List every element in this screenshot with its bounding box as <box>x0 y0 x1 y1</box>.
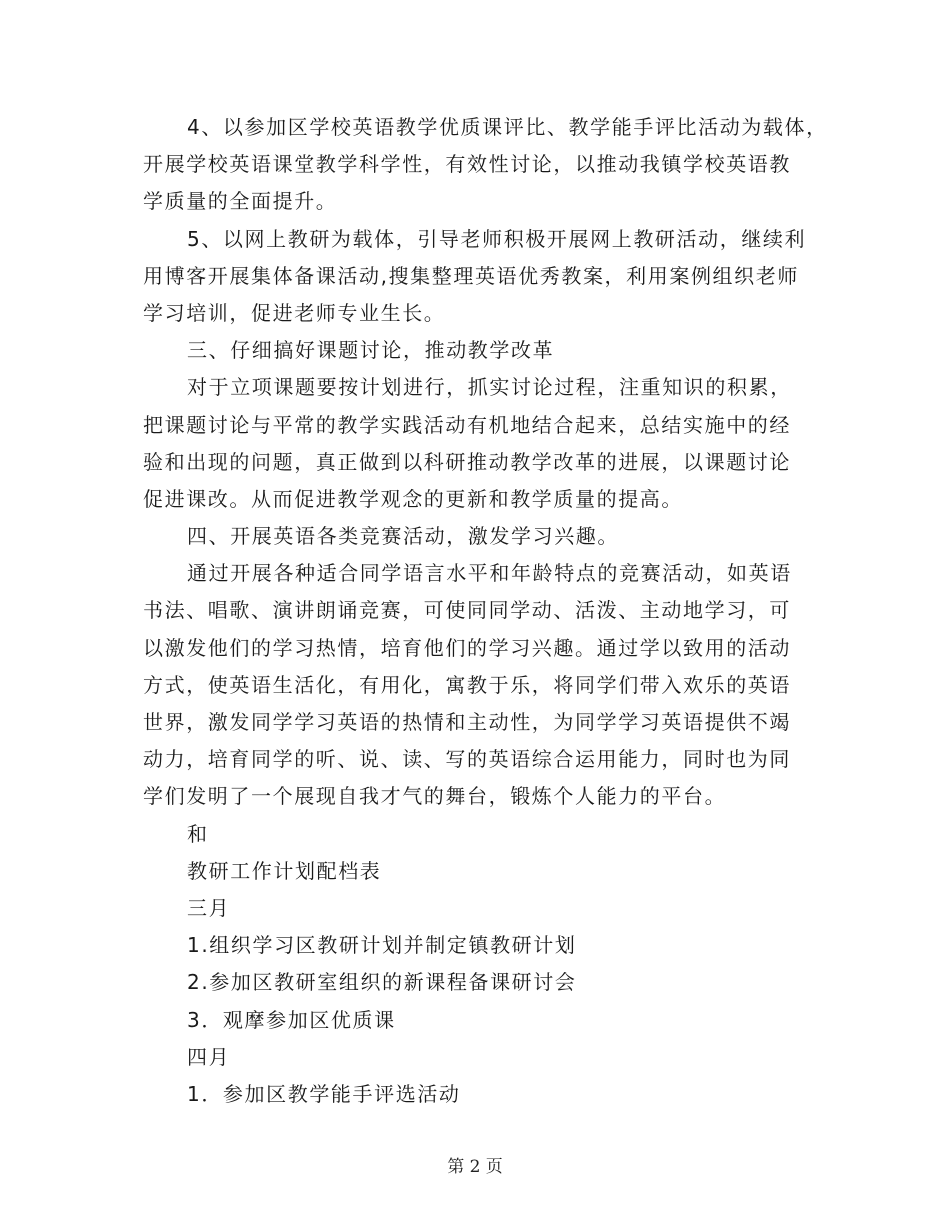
text-line: 验和出现的问题，真正做到以科研推动教学改革的进展，以课题讨论 <box>143 449 791 474</box>
text-line: 四月 <box>187 1044 231 1069</box>
text-line: 学们发明了一个展现自我才气的舞台，锻炼个人能力的平台。 <box>143 784 727 809</box>
text-line: 对于立项课题要按计划进行，抓实讨论过程，注重知识的积累， <box>187 375 792 400</box>
text-line: 和 <box>187 821 209 846</box>
text-line: 5、以网上教研为载体，引导老师积极开展网上教研活动，继续利 <box>187 226 807 251</box>
text-line: 三月 <box>187 895 231 920</box>
text-line: 方式，使英语生活化，有用化，寓教于乐，将同学们带入欢乐的英语 <box>143 672 791 697</box>
page-number: 第 2 页 <box>447 1157 503 1177</box>
text-line: 教研工作计划配档表 <box>187 858 382 883</box>
text-line: 用博客开展集体备课活动,搜集整理英语优秀教案，利用案例组织老师 <box>143 263 799 288</box>
text-line: 世界，激发同学学习英语的热情和主动性，为同学学习英语提供不竭 <box>143 710 791 734</box>
text-line: 1．参加区教学能手评选活动 <box>187 1081 461 1106</box>
text-line: 促进课改。从而促进教学观念的更新和教学质量的提高。 <box>143 486 683 511</box>
text-line: 3．观摩参加区优质课 <box>187 1007 396 1032</box>
text-line: 三、仔细搞好课题讨论，推动教学改革 <box>187 338 555 363</box>
text-line: 2.参加区教研室组织的新课程备课研讨会 <box>187 970 577 995</box>
text-line: 四、开展英语各类竞赛活动，激发学习兴趣。 <box>187 524 619 549</box>
text-line: 动力，培育同学的听、说、读、写的英语综合运用能力，同时也为同 <box>143 747 791 772</box>
text-line: 学习培训，促进老师专业生长。 <box>143 300 446 325</box>
text-line: 把课题讨论与平常的教学实践活动有机地结合起来，总结实施中的经 <box>143 412 791 437</box>
text-line: 1.组织学习区教研计划并制定镇教研计划 <box>187 933 577 958</box>
text-line: 学质量的全面提升。 <box>143 189 338 214</box>
text-line: 通过开展各种适合同学语言水平和年龄特点的竞赛活动，如英语 <box>187 561 792 586</box>
text-line: 开展学校英语课堂教学科学性，有效性讨论，以推动我镇学校英语教 <box>143 152 791 177</box>
document-body <box>143 109 828 1113</box>
text-line: 以激发他们的学习热情，培育他们的学习兴趣。通过学以致用的活动 <box>143 635 791 660</box>
text-line: 4、以参加区学校英语教学优质课评比、教学能手评比活动为载体， <box>187 115 828 139</box>
text-line: 书法、唱歌、演讲朗诵竞赛，可使同同学动、活泼、主动地学习，可 <box>143 598 791 623</box>
